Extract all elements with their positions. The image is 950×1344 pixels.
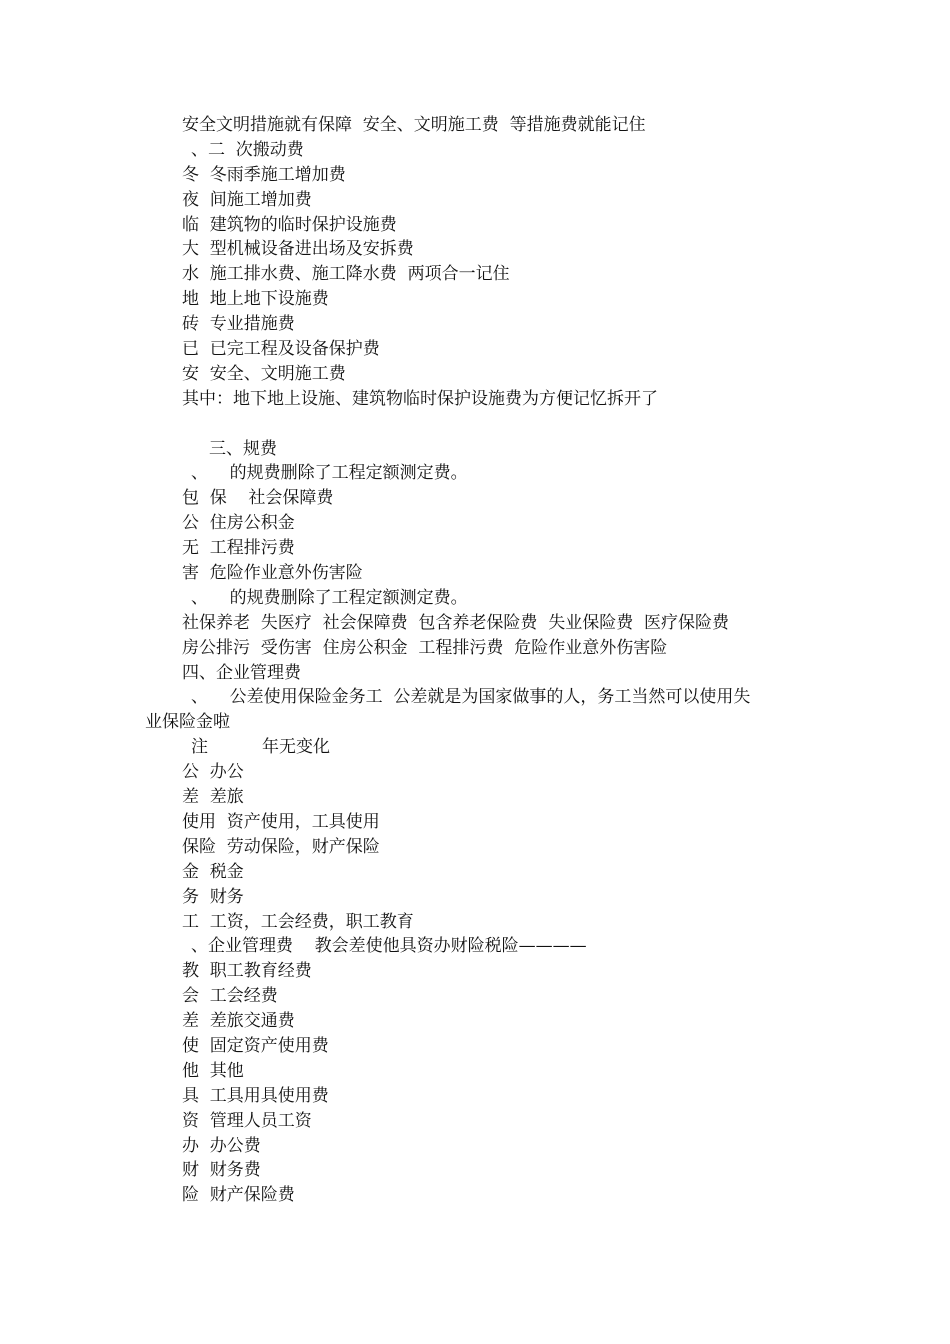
text-line: 、 的规费删除了工程定额测定费。 — [191, 463, 468, 484]
text-line: 使用 资产使用，工具使用 — [182, 811, 380, 832]
text-line: 办 办公费 — [182, 1135, 261, 1156]
text-line: 夜 间施工增加费 — [182, 189, 312, 210]
text-line: 工 工资，工会经费，职工教育 — [182, 911, 414, 932]
text-line: 公 住房公积金 — [182, 513, 295, 534]
text-line: 无 工程排污费 — [182, 538, 295, 559]
text-line: 会 工会经费 — [182, 986, 278, 1007]
text-line: 安全文明措施就有保障 安全、文明施工费 等措施费就能记住 — [182, 115, 646, 135]
text-line: 害 危险作业意外伤害险 — [182, 563, 363, 584]
text-line: 房公排污 受伤害 住房公积金 工程排污费 危险作业意外伤害险 — [182, 637, 668, 658]
section-heading: 三、规费 — [209, 438, 277, 459]
text-line: 、 公差使用保险金务工 公差就是为国家做事的人，务工当然可以使用失 — [191, 687, 751, 708]
text-line: 务 财务 — [182, 886, 244, 907]
text-line: 差 差旅交通费 — [182, 1011, 295, 1032]
text-line: 使 固定资产使用费 — [182, 1035, 329, 1056]
text-line: 水 施工排水费、施工降水费 两项合一记住 — [182, 264, 510, 285]
text-line: 差 差旅 — [182, 787, 244, 808]
text-line: 注 年无变化 — [191, 737, 331, 758]
text-line: 地 地上地下设施费 — [182, 289, 329, 310]
text-line: 冬 冬雨季施工增加费 — [182, 164, 346, 185]
text-line: 社保养老 失医疗 社会保障费 包含养老保险费 失业保险费 医疗保险费 — [182, 612, 730, 633]
text-line: 已 已完工程及设备保护费 — [182, 339, 380, 360]
text-line: 金 税金 — [182, 861, 244, 882]
text-line: 、二 次搬动费 — [191, 139, 304, 160]
text-line: 临 建筑物的临时保护设施费 — [182, 214, 397, 235]
document-body — [145, 113, 845, 1208]
text-line: 其中：地下地上设施、建筑物临时保护设施费为方便记忆拆开了 — [182, 388, 658, 409]
text-line: 险 财产保险费 — [182, 1185, 295, 1206]
text-line: 大 型机械设备进出场及安拆费 — [182, 239, 414, 260]
text-line: 教 职工教育经费 — [182, 961, 312, 982]
text-line: 砖 专业措施费 — [182, 314, 295, 335]
text-line: 具 工具用具使用费 — [182, 1085, 329, 1106]
text-line: 公 办公 — [182, 762, 244, 783]
text-line: 安 安全、文明施工费 — [182, 363, 346, 384]
text-line: 财 财务费 — [182, 1160, 261, 1181]
text-line: 资 管理人员工资 — [182, 1110, 312, 1131]
section-heading: 四、企业管理费 — [182, 662, 301, 683]
blank-line — [145, 412, 845, 437]
text-line: 保险 劳动保险，财产保险 — [182, 836, 380, 857]
text-line: 包 保 社会保障费 — [182, 488, 334, 509]
text-line: 他 其他 — [182, 1060, 244, 1081]
text-line: 、企业管理费 教会差使他具资办财险税险———— — [191, 936, 587, 957]
text-line: 、 的规费删除了工程定额测定费。 — [191, 587, 468, 608]
text-line: 业保险金啦 — [145, 712, 230, 733]
